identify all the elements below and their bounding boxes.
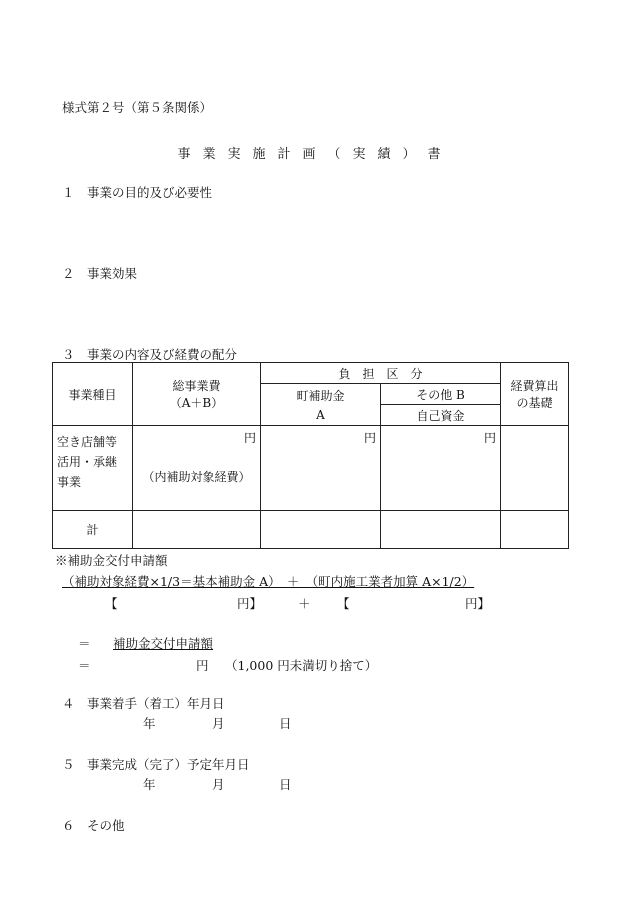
completion-date-month: 月 <box>212 777 225 792</box>
header-town-line1: 町補助金 <box>296 389 345 403</box>
section-3-heading: ３ 事業の内容及び経費の配分 <box>62 347 238 362</box>
row-basis-cell <box>501 426 569 511</box>
total-cost-yen: 円 <box>243 431 256 445</box>
section-6-heading: ６ その他 <box>62 818 125 833</box>
header-total-line1: 総事業費 <box>172 379 221 393</box>
header-burden-division: 負 担 区 分 <box>261 363 501 384</box>
subsidy-target-label: （内補助対象経費） <box>142 470 251 484</box>
start-date-year: 年 <box>143 716 156 731</box>
completion-date-day: 日 <box>279 777 292 792</box>
category-line2: 活用・承継 <box>57 455 118 469</box>
subsidy-formula: （補助対象経費×1/3＝基本補助金 A） ＋ （町内施工業者加算 A×1/2） <box>62 574 475 589</box>
row-total-label: 計 <box>53 511 133 549</box>
equals-sign-2: ＝ <box>78 658 91 673</box>
cost-allocation-table <box>52 362 569 549</box>
document-title: 事業実施計画（実績）書 <box>177 147 453 162</box>
bracket-right-yen-2: 円】 <box>465 596 491 611</box>
header-calc-basis <box>501 363 569 426</box>
rounding-note: （1,000 円未満切り捨て） <box>225 658 378 673</box>
section-1-heading: １ 事業の目的及び必要性 <box>62 185 213 200</box>
application-amount-yen: 円 <box>196 658 209 673</box>
form-number: 様式第２号（第５条関係） <box>62 100 213 115</box>
category-line3: 事業 <box>57 475 82 489</box>
bracket-left-1: 【 <box>105 596 118 611</box>
header-own-funds: 自己資金 <box>381 405 501 426</box>
bracket-right-yen-1: 円】 <box>237 596 263 611</box>
section-5-heading: ５ 事業完成（完了）予定年月日 <box>62 757 250 772</box>
total-basis-cell <box>501 511 569 549</box>
other-yen: 円 <box>484 431 497 445</box>
header-town-subsidy <box>261 384 381 426</box>
equals-sign-1: ＝ <box>78 636 91 651</box>
application-amount-label: 補助金交付申請額 <box>113 636 214 651</box>
header-basis-line1: 経費算出 <box>510 379 559 393</box>
start-date-month: 月 <box>212 716 225 731</box>
section-4-heading: ４ 事業着手（着工）年月日 <box>62 696 225 711</box>
header-town-line2: A <box>316 408 325 422</box>
completion-date-year: 年 <box>143 777 156 792</box>
start-date-day: 日 <box>279 716 292 731</box>
note-title: ※補助金交付申請額 <box>55 553 168 568</box>
total-total-cost-cell <box>133 511 261 549</box>
row-total-cost-cell <box>133 426 261 511</box>
header-other: その他 B <box>381 384 501 405</box>
plus-sign: ＋ <box>298 596 311 611</box>
row-town-subsidy-cell <box>261 426 381 511</box>
bracket-left-2: 【 <box>337 596 350 611</box>
row-vacant-store-category <box>53 426 133 511</box>
total-town-subsidy-cell <box>261 511 381 549</box>
header-total-cost <box>133 363 261 426</box>
category-line1: 空き店舗等 <box>57 435 118 449</box>
header-basis-line2: の基礎 <box>516 396 553 410</box>
town-subsidy-yen: 円 <box>363 431 376 445</box>
section-2-heading: ２ 事業効果 <box>62 266 138 281</box>
header-total-line2: （A＋B） <box>169 396 224 410</box>
header-category: 事業種目 <box>53 363 133 426</box>
row-other-cell <box>381 426 501 511</box>
total-other-cell <box>381 511 501 549</box>
